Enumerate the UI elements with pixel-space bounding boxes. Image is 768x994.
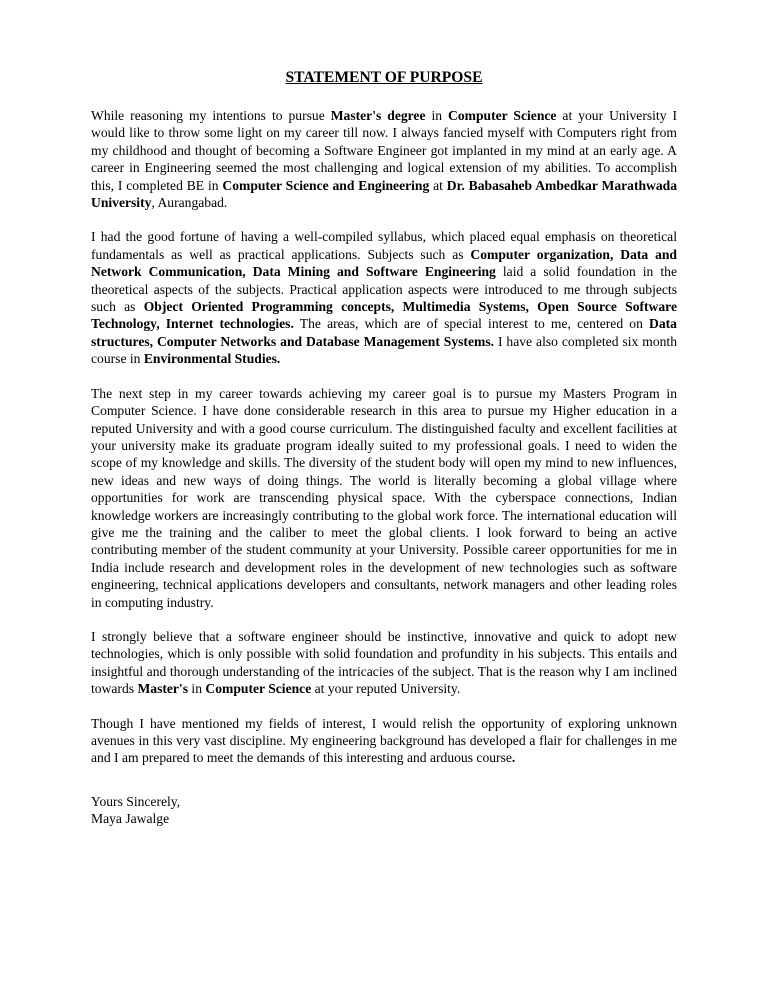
body-paragraph — [91, 715, 677, 767]
bold-text-run: Computer Science — [448, 108, 557, 123]
body-paragraph — [91, 107, 677, 211]
document-body — [91, 107, 677, 767]
text-run: at your University I would like to throw some light on my career till now. I always fancied myself with Computers right from my childhood and thought of becoming a Software Engineer got implanted in my mind at an early age. A career in Engineering seemed the most challenging and logical extension of my abilities. To accomplish this, I completed BE in — [91, 108, 677, 193]
body-paragraph — [91, 628, 677, 698]
text-run: at your reputed University. — [311, 681, 461, 697]
body-paragraph — [91, 385, 677, 611]
text-run: laid a solid foundation in the theoretical aspects of the subjects. Practical application aspects were introduced to me through subjects such as — [91, 264, 677, 315]
bold-text-run: Computer Science — [205, 681, 312, 697]
document-page — [91, 60, 677, 828]
text-run: The next step in my career towards achieving my career goal is to pursue my Masters Program in Computer Science. I have done considerable research in this area to pursue my Higher education in a reputed University and with a good course curriculum. The distinguished faculty and excellent facilities at your university make its graduate program ideally suited to my professional goals. I need to widen the scope of my knowledge and skills. The diversity of the student body will open my mind to new influences, new ideas and new ways of doing things. The world is literally becoming a global village where opportunities for work are transcending physical space. With the cyberspace connections, Indian knowledge workers are increasingly contributing to the global work force. The international education will give me the training and the caliber to meet the global clients. I look forward to being an active contributing member of the student community at your University. Possible career opportunities for me in India include research and development roles in the development of new technologies such as software engineering, technical applications developers and consultants, network managers and other leading roles in computing industry. — [91, 385, 677, 610]
text-run: , Aurangabad. — [151, 195, 228, 211]
text-run: The areas, which are of special interest to me, centered on — [293, 316, 650, 332]
bold-text-run: Master's — [137, 681, 189, 697]
bold-text-run: Master's degree — [330, 108, 426, 123]
closing-block — [91, 793, 677, 828]
bold-text-run: . — [511, 750, 516, 766]
bold-text-run: Object Oriented Programming concepts, Multimedia Systems, Open Source Software Technology, Internet technologies. — [91, 299, 677, 332]
text-run: While reasoning my intentions to pursue — [91, 108, 331, 123]
closing-salutation: Yours Sincerely, — [91, 793, 181, 809]
signature-name: Maya Jawalge — [91, 811, 170, 827]
body-paragraph — [91, 228, 677, 367]
text-run: in — [188, 681, 206, 697]
text-run: in — [425, 108, 449, 123]
bold-text-run: Computer Science and Engineering — [222, 177, 430, 193]
text-run: I have also completed six month course in — [91, 333, 677, 367]
text-run: at — [429, 177, 447, 193]
bold-text-run: Data structures, Computer Networks and Database Management Systems. — [91, 316, 677, 349]
text-run: Though I have mentioned my fields of interest, I would relish the opportunity of exploring unknown avenues in this very vast discipline. My engineering background has developed a flair for challenges in me and I am prepared to meet the demands of this interesting and arduous course — [91, 715, 677, 766]
text-run: I had the good fortune of having a well-compiled syllabus, which placed equal emphasis on theoretical fundamentals as well as practical applications. Subjects such as — [91, 229, 677, 262]
document-title: STATEMENT OF PURPOSE — [285, 69, 483, 86]
bold-text-run: Environmental Studies. — [143, 351, 281, 367]
bold-text-run: Computer organization, Data and Network Communication, Data Mining and Software Engineering — [91, 246, 677, 280]
text-run: I strongly believe that a software engineer should be instinctive, innovative and quick to adopt new technologies, which is only possible with solid foundation and profundity in his subjects. This entails and insightful and thorough understanding of the intricacies of the subject. That is the reason why I am inclined towards — [91, 628, 677, 697]
bold-text-run: Dr. Babasaheb Ambedkar Marathwada University — [91, 177, 678, 211]
